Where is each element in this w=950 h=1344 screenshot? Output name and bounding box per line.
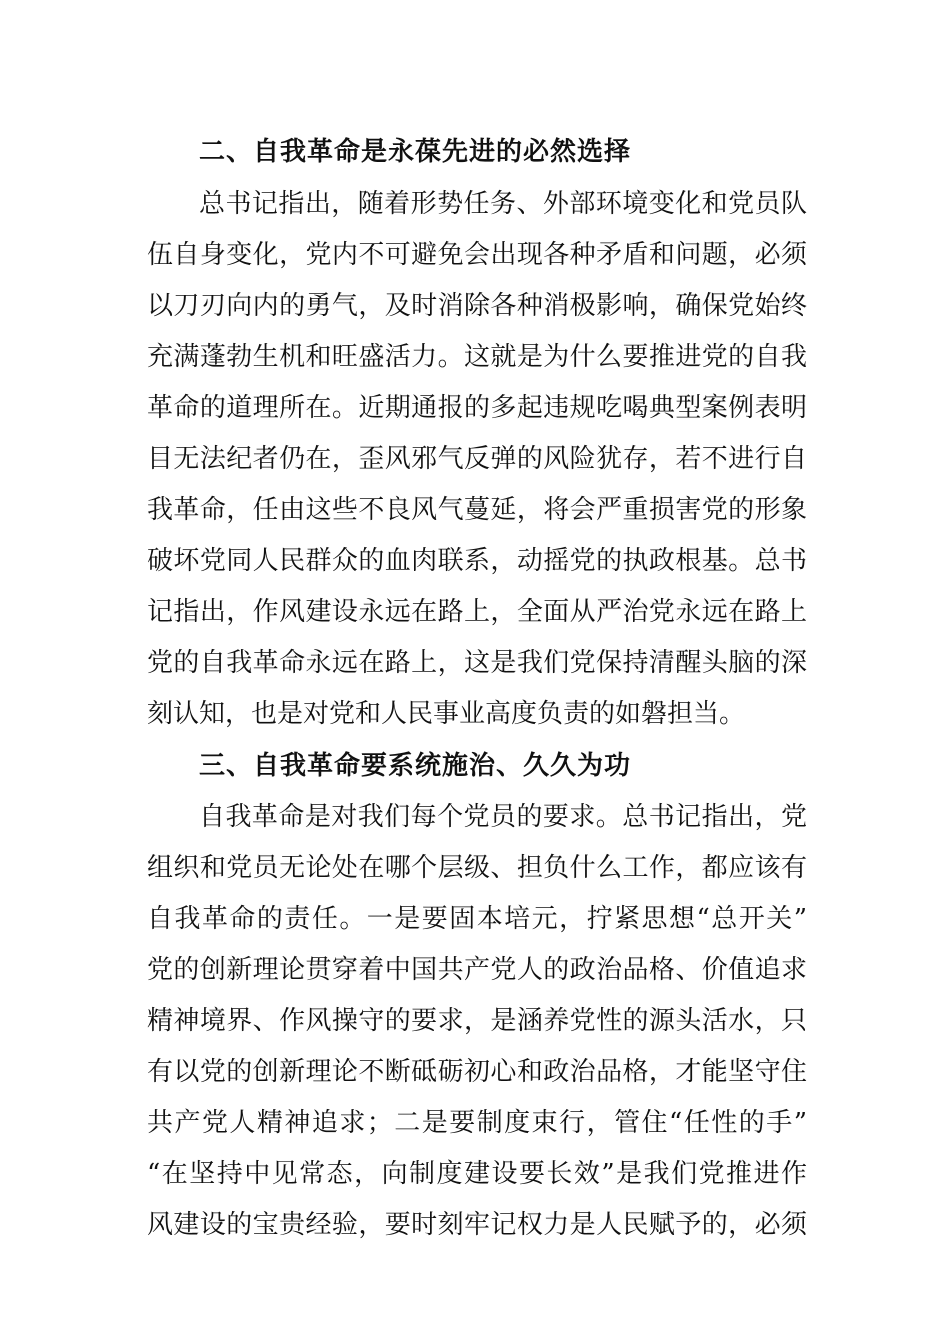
paragraph-line: 自我革命是对我们每个党员的要求。总书记指出，党 [199,802,807,832]
paragraph-line: 组织和党员无论处在哪个层级、担负什么工作，都应该有 [147,853,807,883]
paragraph-line: 自我革命的责任。一是要固本培元，拧紧思想“总开关” [147,904,807,934]
paragraph-line: 风建设的宝贵经验，要时刻牢记权力是人民赋予的，必须 [147,1210,807,1240]
paragraph-line: 党的创新理论贯穿着中国共产党人的政治品格、价值追求 [147,955,807,985]
paragraph-line: 精神境界、作风操守的要求，是涵养党性的源头活水，只 [147,1006,807,1036]
paragraph-line: 党的自我革命永远在路上，这是我们党保持清醒头脑的深 [147,648,807,678]
paragraph-line: 刻认知，也是对党和人民事业高度负责的如磐担当。 [147,699,746,729]
paragraph-line: 有以党的创新理论不断砥砺初心和政治品格，才能坚守住 [147,1057,807,1087]
paragraph-line: 以刀刃向内的勇气，及时消除各种消极影响，确保党始终 [147,291,807,321]
paragraph-line: “在坚持中见常态，向制度建设要长效”是我们党推进作 [147,1159,807,1189]
paragraph-line: 破坏党同人民群众的血肉联系，动摇党的执政根基。总书 [147,546,807,576]
paragraph-line: 共产党人精神追求；二是要制度束行，管住“任性的手” [147,1108,807,1138]
section-heading-3: 三、自我革命要系统施治、久久为功 [199,751,632,781]
section-heading-2: 二、自我革命是永葆先进的必然选择 [199,137,632,167]
paragraph-line: 目无法纪者仍在，歪风邪气反弹的风险犹存，若不进行自 [147,444,807,474]
paragraph-line: 我革命，任由这些不良风气蔓延，将会严重损害党的形象 [147,495,807,525]
paragraph-line: 革命的道理所在。近期通报的多起违规吃喝典型案例表明 [147,393,807,423]
paragraph-line: 充满蓬勃生机和旺盛活力。这就是为什么要推进党的自我 [147,342,807,372]
paragraph-line: 记指出，作风建设永远在路上，全面从严治党永远在路上 [147,597,807,627]
paragraph-line: 总书记指出，随着形势任务、外部环境变化和党员队 [199,189,807,219]
paragraph-line: 伍自身变化，党内不可避免会出现各种矛盾和问题，必须 [147,240,807,270]
